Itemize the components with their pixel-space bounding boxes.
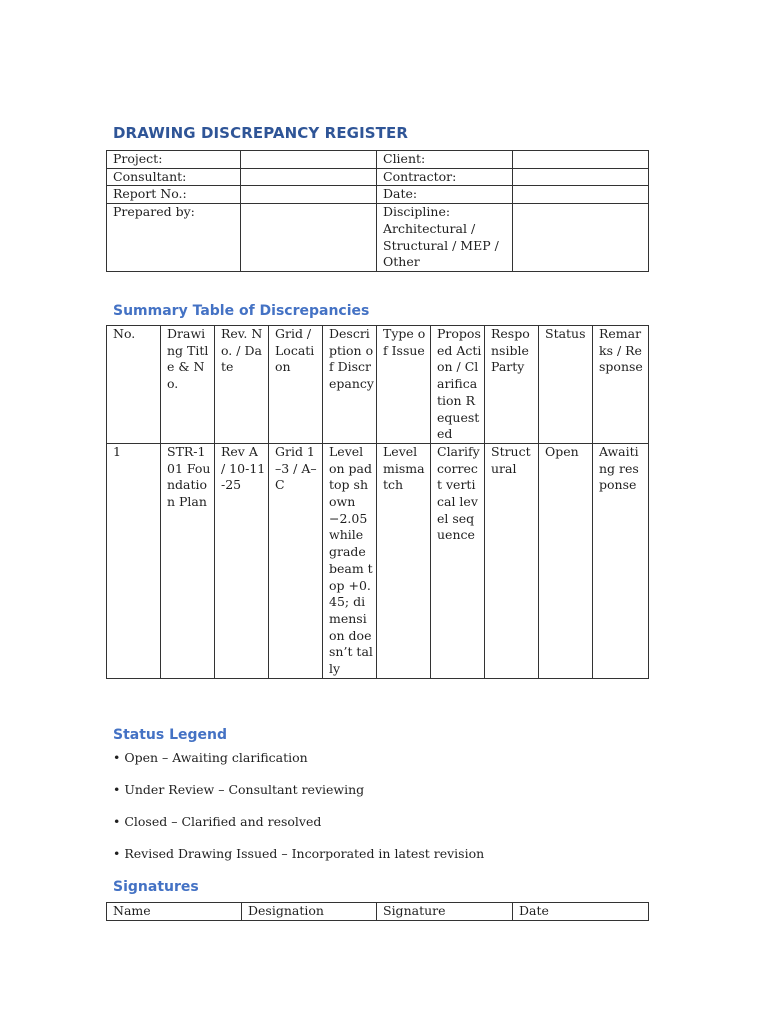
status-legend-heading: Status Legend — [113, 727, 228, 743]
col-header-responsible: Responsible Party — [485, 326, 539, 444]
sig-header-signature: Signature — [377, 903, 513, 921]
info-row — [107, 204, 649, 272]
cell-grid: Grid 1–3 / A–C — [269, 443, 323, 678]
legend-item-open: • Open – Awaiting clarification — [113, 750, 308, 765]
sig-header-name: Name — [107, 903, 242, 921]
report-no-label: Report No.: — [107, 186, 241, 204]
client-value[interactable] — [513, 151, 649, 169]
signatures-heading: Signatures — [113, 879, 199, 895]
col-header-grid: Grid / Location — [269, 326, 323, 444]
legend-item-closed: • Closed – Clarified and resolved — [113, 814, 322, 829]
discrepancy-summary-table — [106, 325, 649, 679]
contractor-label: Contractor: — [377, 168, 513, 186]
col-header-rev: Rev. No. / Date — [215, 326, 269, 444]
cell-no: 1 — [107, 443, 161, 678]
cell-description: Level on pad top shown −2.05 while grade beam top +0.45; dimension doesn’t tally — [323, 443, 377, 678]
prepared-by-value[interactable] — [241, 204, 377, 272]
signatures-table — [106, 902, 649, 921]
summary-header-row — [107, 326, 649, 444]
consultant-label: Consultant: — [107, 168, 241, 186]
info-row — [107, 151, 649, 169]
discipline-label: Discipline: Architectural / Structural / MEP / Other — [377, 204, 513, 272]
col-header-no: No. — [107, 326, 161, 444]
discipline-value[interactable] — [513, 204, 649, 272]
report-no-value[interactable] — [241, 186, 377, 204]
col-header-action: Proposed Action / Clarification Requested — [431, 326, 485, 444]
col-header-remarks: Remarks / Response — [593, 326, 649, 444]
cell-rev: Rev A / 10-11-25 — [215, 443, 269, 678]
col-header-status: Status — [539, 326, 593, 444]
col-header-description: Description of Discrepancy — [323, 326, 377, 444]
project-label: Project: — [107, 151, 241, 169]
cell-responsible: Structural — [485, 443, 539, 678]
info-row — [107, 168, 649, 186]
signatures-header-row — [107, 903, 649, 921]
table-row — [107, 443, 649, 678]
date-label: Date: — [377, 186, 513, 204]
summary-heading: Summary Table of Discrepancies — [113, 303, 370, 319]
page-title: DRAWING DISCREPANCY REGISTER — [113, 124, 408, 142]
sig-header-date: Date — [513, 903, 649, 921]
project-value[interactable] — [241, 151, 377, 169]
consultant-value[interactable] — [241, 168, 377, 186]
cell-drawing: STR-101 Foundation Plan — [161, 443, 215, 678]
contractor-value[interactable] — [513, 168, 649, 186]
cell-status: Open — [539, 443, 593, 678]
cell-type: Level mismatch — [377, 443, 431, 678]
project-info-table — [106, 150, 649, 272]
date-value[interactable] — [513, 186, 649, 204]
col-header-drawing: Drawing Title & No. — [161, 326, 215, 444]
legend-item-under-review: • Under Review – Consultant reviewing — [113, 782, 365, 797]
client-label: Client: — [377, 151, 513, 169]
cell-remarks: Awaiting response — [593, 443, 649, 678]
prepared-by-label: Prepared by: — [107, 204, 241, 272]
legend-item-revised: • Revised Drawing Issued – Incorporated in latest revision — [113, 846, 485, 861]
cell-action: Clarify correct vertical level sequence — [431, 443, 485, 678]
info-row — [107, 186, 649, 204]
col-header-type: Type of Issue — [377, 326, 431, 444]
sig-header-designation: Designation — [242, 903, 377, 921]
